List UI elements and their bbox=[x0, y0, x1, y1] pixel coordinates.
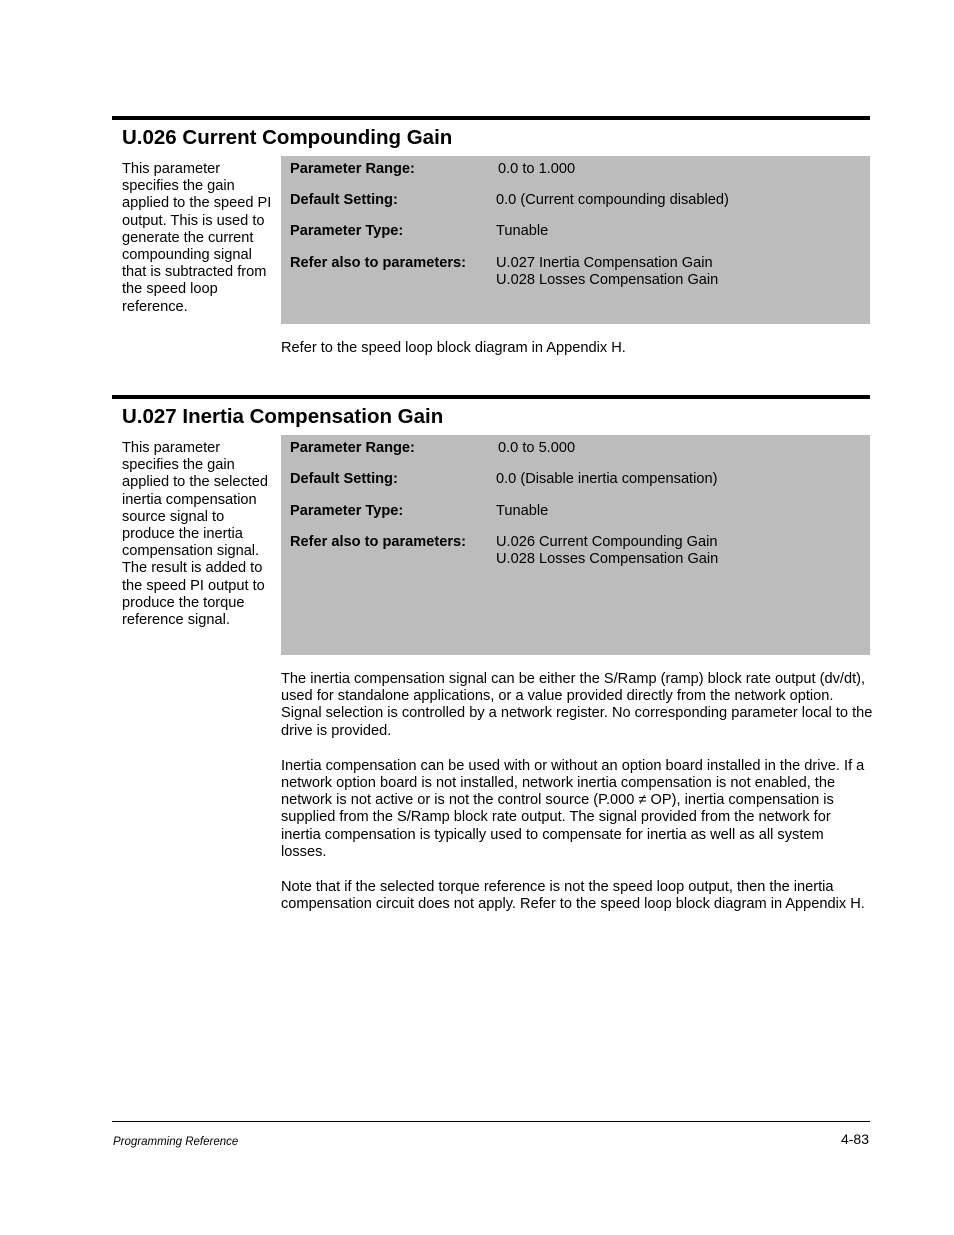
parameter-range-value: 0.0 to 5.000 bbox=[498, 440, 576, 456]
refer-also-value-1: U.027 Inertia Compensation Gain bbox=[496, 255, 713, 271]
parameter-type-label: Parameter Type: bbox=[290, 223, 404, 239]
refer-also-label: Refer also to parameters: bbox=[290, 534, 467, 550]
footer-rule bbox=[112, 1121, 870, 1122]
section-u027 bbox=[112, 395, 873, 955]
parameter-description: This parameter specifies the gain applied to the selected inertia compensation source signal to produce the inertia compensation signal. The result is added to the speed PI output to produce the torque reference signal. bbox=[122, 440, 269, 629]
body-paragraph: Note that if the selected torque reference is not the speed loop output, then the inertia compensation circuit does not apply. Refer to the speed loop block diagram in Appendix H. bbox=[281, 879, 865, 913]
default-setting-value: 0.0 (Current compounding disabled) bbox=[496, 192, 729, 208]
parameter-range-label: Parameter Range: bbox=[290, 440, 415, 456]
parameter-table bbox=[281, 435, 870, 655]
parameter-type-value: Tunable bbox=[496, 223, 549, 239]
parameter-range-label: Parameter Range: bbox=[290, 161, 415, 177]
parameter-type-value: Tunable bbox=[496, 503, 549, 519]
parameter-table bbox=[281, 156, 870, 324]
parameter-type-label: Parameter Type: bbox=[290, 503, 404, 519]
section-body bbox=[281, 671, 873, 931]
page-number: 4-83 bbox=[840, 1131, 869, 1147]
default-setting-label: Default Setting: bbox=[290, 471, 398, 487]
footer-title: Programming Reference bbox=[113, 1136, 239, 1148]
default-setting-label: Default Setting: bbox=[290, 192, 398, 208]
refer-also-label: Refer also to parameters: bbox=[290, 255, 467, 271]
parameter-range-value: 0.0 to 1.000 bbox=[498, 161, 576, 177]
default-setting-value: 0.0 (Disable inertia compensation) bbox=[496, 471, 718, 487]
section-title: U.027 Inertia Compensation Gain bbox=[122, 405, 444, 428]
section-u026 bbox=[112, 116, 870, 366]
section-body bbox=[281, 340, 873, 375]
body-paragraph: Inertia compensation can be used with or without an option board installed in the drive. If a network option board is not installed, network inertia compensation is not enabled, the network is not active or is not the control source (P.000 ≠ OP), inertia compensation is supplied from the S/Ramp block rate output. The signal provided from the network for inertia compensation is typically used to compensate for inertia as well as all system losses. bbox=[281, 757, 865, 860]
section-rule bbox=[112, 395, 870, 399]
section-title: U.026 Current Compounding Gain bbox=[122, 126, 453, 149]
refer-also-value-2: U.028 Losses Compensation Gain bbox=[496, 272, 719, 288]
section-rule bbox=[112, 116, 870, 120]
refer-also-value-2: U.028 Losses Compensation Gain bbox=[496, 551, 719, 567]
parameter-description: This parameter specifies the gain applied to the speed PI output. This is used to generate the current compounding signal that is subtracted from the speed loop reference. bbox=[122, 161, 272, 315]
refer-also-value-1: U.026 Current Compounding Gain bbox=[496, 534, 718, 550]
body-paragraph: Refer to the speed loop block diagram in Appendix H. bbox=[281, 340, 626, 356]
body-paragraph: The inertia compensation signal can be either the S/Ramp (ramp) block rate output (dv/dt), used for standalone applications, or a value provided directly from the network option. Signal selection is controlled by a network register. No corresponding parameter local to the drive is provided. bbox=[281, 671, 873, 739]
